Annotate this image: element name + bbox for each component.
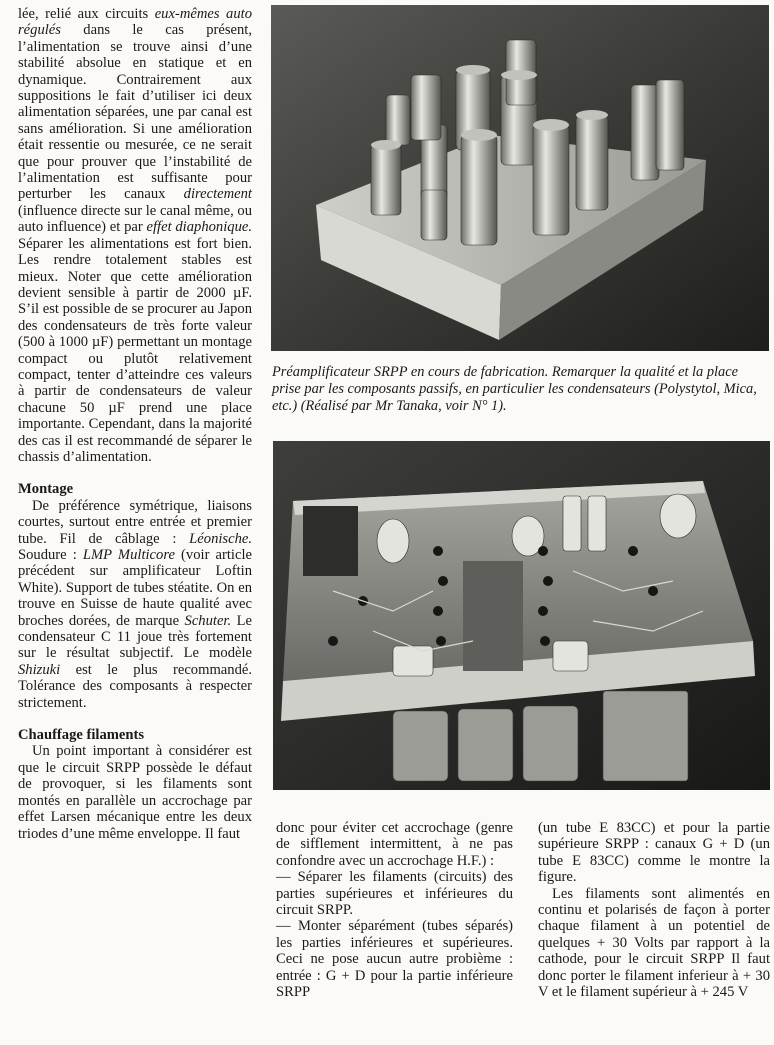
heading-montage: Montage bbox=[18, 481, 74, 498]
photo-caption: Préamplificateur SRPP en cours de fabrication. Remarquer la qualité et la place prise par les composants passifs, en particulier les condensateurs (Polystytol, Mica, etc.) (Réalisé par Mr Tanaka, voir N° 1). bbox=[272, 364, 757, 414]
text-column-left bbox=[18, 6, 252, 842]
photo-preamplifier-chassis bbox=[271, 5, 769, 351]
photo-preamplifier-wiring bbox=[273, 441, 770, 790]
paragraph-tube-e83cc: (un tube E 83CC) et pour la partie supérieure SRPP : canaux G + D (un tube E 83CC) comme le montre la figure. bbox=[538, 820, 770, 886]
paragraph-separer-filaments: — Séparer les filaments (circuits) des parties supérieures et inférieures du circuit SRPP. bbox=[276, 869, 513, 919]
heading-chauffage-filaments: Chauffage filaments bbox=[18, 727, 145, 744]
paragraph-accrochage: donc pour éviter cet accrochage (genre de sifflement intermittent, à ne pas confondre avec un accrochage H.F.) : bbox=[276, 820, 513, 869]
paragraph-alimentation: lée, relié aux circuits eux-mêmes auto régulés dans le cas présent, l’alimentation se trouve ainsi d’une stabilité absolue en statique et en dynamique. Contrairement aux suppositions le fait d’utiliser ici deux alimentation séparées, une par canal est sans amélioration. Si une amélioration était ressentie ou mesurée, ce ne serait que pour prouver que l’instabilité de l’alimentation est suffisante pour perturber les canaux directement (influence directe sur le canal même, ou auto influence) et par effet diaphonique. Séparer les alimentations est fort bien. Les rendre totalement stables est mieux. Noter que cette amélioration devient sensible à partir de 2000 µF. S’il est possible de se procurer au Japon des condensateurs de très forte valeur (500 à 1000 µF) permettant un montage compact ou plutôt relativement compact, tenter d’atteindre ces valeurs à partir de condensateurs de valeur chacune 50 µF prend une place importante. Cependant, dans la majorité des cas il est recommandé de séparer le chassis d’alimentation. bbox=[18, 6, 252, 465]
text-column-middle bbox=[276, 820, 513, 1000]
paragraph-chauffage: Un point important à considérer est que le circuit SRPP possède le défaut de provoquer, si les filaments sont montés en parallèle un accrochage par effet Larsen mécanique entre les deux triodes d’une même enveloppe. Il faut bbox=[18, 743, 252, 842]
paragraph-monter-separement: — Monter séparément (tubes séparés) les parties inférieures et supérieures. Ceci ne pose aucun autre probième : entrée : G + D pour la partie inférieure SRPP bbox=[276, 918, 513, 1001]
text-column-right bbox=[538, 820, 770, 1000]
paragraph-filaments-alimentes: Les filaments sont alimentés en continu et polarisés de façon à porter chaque filament à un potentiel de quelques + 30 Volts par rapport à la cathode, pour le circuit SRPP Il faut donc porter le filament inferieur à + 30 V et le filament supérieur à + 245 V bbox=[538, 885, 770, 1001]
paragraph-montage: De préférence symétrique, liaisons courtes, surtout entre entrée et premier tube. Fil de câblage : Léonische. Soudure : LMP Multicore (voir article précédent sur amplificateur Loftin White). Support de tubes stéatite. On en trouve en Suisse de haute qualité avec broches dorées, de marque Schuter. Le condensateur C 11 joue très fortement sur le résultat subjectif. Le modèle Shizuki est le plus recommandé. Tolérance des composants à respecter strictement. bbox=[18, 497, 252, 711]
